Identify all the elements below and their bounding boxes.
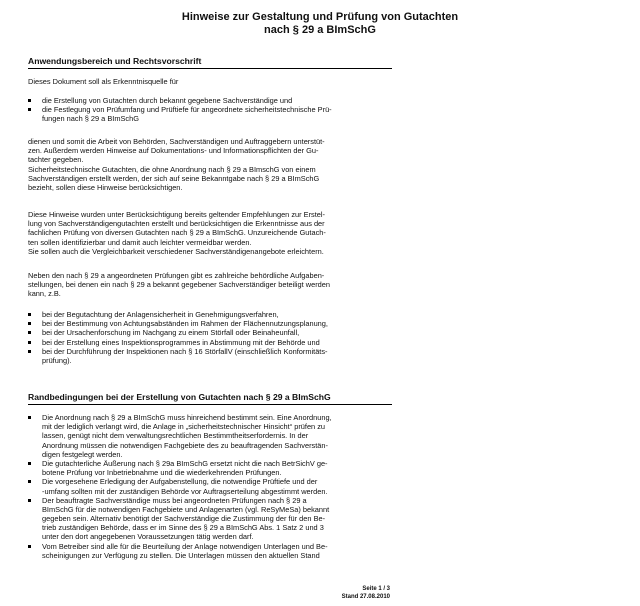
text-line: Sachverständigen erstellt werden, der sich auf seine Bekanntgabe nach § 29 a BImSchG [28, 173, 320, 183]
paragraph-tasks [28, 271, 388, 299]
text-line: Sicherheitstechnische Gutachten, die ohne Anordnung nach § 29 a BImschG von einem [28, 164, 316, 174]
text-line: zen. Außerdem werden Hinweise auf Dokumentations- und Informationspflichten der Gu- [28, 146, 319, 156]
bullet-icon [28, 331, 31, 334]
bullet-icon [28, 108, 31, 111]
paragraph-scope [28, 137, 388, 192]
list-item-text: digen festgelegt werden. [42, 449, 123, 459]
list-item-text: prüfung). [42, 355, 72, 365]
list-item-text: bei der Ursachenforschung im Nachgang zu einem Störfall oder Beinaheunfall, [42, 328, 300, 338]
list-item-text: die Erstellung von Gutachten durch bekannt gegebene Sachverständige und [42, 96, 293, 105]
text-line: stellungen, bei denen ein nach § 29 a bekannt gegebener Sachverständiger beteiligt werden [28, 280, 331, 290]
list-item-text: Anordnung müssen die notwendigen Fachgebiete des zu beauftragenden Sachverstän- [42, 440, 328, 450]
list-item-text: Die gutachterliche Äußerung nach § 29a BImSchG ersetzt nicht die nach BetrSichV ge- [42, 458, 328, 468]
list-item-text: bei der Durchführung der Inspektionen nach § 16 StörfallV (einschließlich Konformitäts- [42, 346, 328, 356]
list-item [28, 105, 388, 123]
bullet-icon [28, 322, 31, 325]
text-line: Neben den nach § 29 a angeordneten Prüfungen gibt es zahlreiche behördliche Aufgaben- [28, 271, 325, 280]
list-item-text: trieb zuständigen Behörde, dass er im Sinne des § 29 a BImSchG Abs. 1 Satz 2 und 3 [42, 523, 324, 533]
list-item-text: lassen, genügt nicht dem verwaltungsrechtlichen Bestimmtheitserfordernis. In der [42, 431, 309, 441]
bullet-icon [28, 350, 31, 353]
text-line: kann, z.B. [28, 289, 61, 299]
bullet-icon [28, 99, 31, 102]
list-item-text: bei der Bestimmung von Achtungsabständen im Rahmen der Flächennutzungsplanung, [42, 319, 328, 329]
list-item-text: botene Prüfung vor Inbetriebnahme und die wiederkehrenden Prüfungen. [42, 468, 282, 478]
footer-date: Stand 27.08.2010 [341, 594, 390, 600]
intro-text: Dieses Dokument soll als Erkenntnisquelle für [28, 77, 179, 86]
bullet-icon [28, 480, 31, 483]
list-item-text: Die Anordnung nach § 29 a BImSchG muss hinreichend bestimmt sein. Eine Anordnung, [42, 413, 332, 422]
list-item-text: BImSchG für die notwendigen Fachgebiete und Anlagenarten (vgl. ReSyMeSa) bekannt [42, 504, 330, 514]
text-line: dienen und somit die Arbeit von Behörden, Sachverständigen und Auftraggebern unterstüt- [28, 137, 325, 146]
list-item-text: Die vorgesehene Erledigung der Aufgabenstellung, die notwendige Prüftiefe und der [42, 477, 318, 487]
bullet-icon [28, 416, 31, 419]
list-item-text: Der beauftragte Sachverständige muss bei angeordneten Prüfungen nach § 29 a [42, 495, 307, 505]
list-item [28, 496, 388, 542]
document-title-line-1: Hinweise zur Gestaltung und Prüfung von Gutachten [181, 11, 459, 23]
list-item [28, 459, 388, 477]
text-line: Sie sollen auch die Vergleichbarkeit verschiedener Sachverständigenangebote erleichtern. [28, 246, 324, 256]
list-item [28, 477, 388, 495]
list-item-text: gegeben sein. Alternativ benötigt der Sachverständige die Zustimmung der für den Be- [42, 514, 326, 524]
bullet-icon [28, 545, 31, 548]
list-item [28, 542, 388, 560]
text-line: bezieht, sollen diese Hinweise berücksichtigen. [28, 182, 183, 192]
document-title-line-2: nach § 29 a BImSchG [264, 24, 376, 36]
text-line: tachter gegeben. [28, 155, 84, 165]
text-line: fachlichen Prüfung von diversen Gutachten nach § 29 a BImSchG. Unzureichende Gutach- [28, 228, 326, 238]
list-item [28, 96, 388, 105]
list-item-text: mit der lediglich verlangt wird, die Anlage in „sicherheitstechnischer Hinsicht“ prüfen zu [42, 422, 326, 432]
list-item-text: -umfang sollten mit der zuständigen Behörde vor Auftragserteilung abgestimmt werden. [42, 486, 328, 496]
list-item [28, 328, 388, 337]
purpose-list [28, 96, 388, 124]
list-item-text: fungen nach § 29 a BImSchG [42, 114, 139, 124]
conditions-list [28, 413, 388, 560]
section-heading-conditions: Randbedingungen bei der Erstellung von Gutachten nach § 29 a BImSchG [28, 392, 392, 405]
list-item-text: Vom Betreiber sind alle für die Beurteilung der Anlage notwendigen Unterlagen und Be- [42, 541, 328, 551]
text-line: Diese Hinweise wurden unter Berücksichtigung bereits geltender Empfehlungen zur Erstel- [28, 210, 326, 219]
bullet-icon [28, 313, 31, 316]
list-item-text: die Festlegung von Prüfumfang und Prüftiefe für angeordnete sicherheitstechnische Prü- [42, 105, 332, 115]
list-item [28, 338, 388, 347]
list-item [28, 319, 388, 328]
text-line: lung von Sachverständigengutachten erstellt und berücksichtigen die Erkenntnisse aus der [28, 219, 325, 229]
list-item [28, 347, 388, 365]
bullet-icon [28, 341, 31, 344]
tasks-list [28, 310, 388, 365]
list-item-text: scheinigungen zur Verfügung zu stellen. Die Unterlagen müssen den aktuellen Stand [42, 550, 320, 560]
list-item-text: bei der Begutachtung der Anlagensicherheit in Genehmigungsverfahren, [42, 310, 279, 319]
text-line: ten sollen identifizierbar und damit auch leichter vermeidbar werden. [28, 237, 252, 247]
bullet-icon [28, 499, 31, 502]
bullet-icon [28, 462, 31, 465]
list-item-text: bei der Erstellung eines Inspektionsprogrammes in Abstimmung mit der Behörde und [42, 337, 320, 347]
list-item-text: unter den dort angegebenen Voraussetzungen tätig werden darf. [42, 532, 254, 542]
section-heading-scope: Anwendungsbereich und Rechtsvorschrift [28, 56, 392, 69]
paragraph-basis [28, 210, 388, 256]
list-item [28, 310, 388, 319]
footer-page-number: Seite 1 / 3 [362, 586, 390, 592]
list-item [28, 413, 388, 459]
